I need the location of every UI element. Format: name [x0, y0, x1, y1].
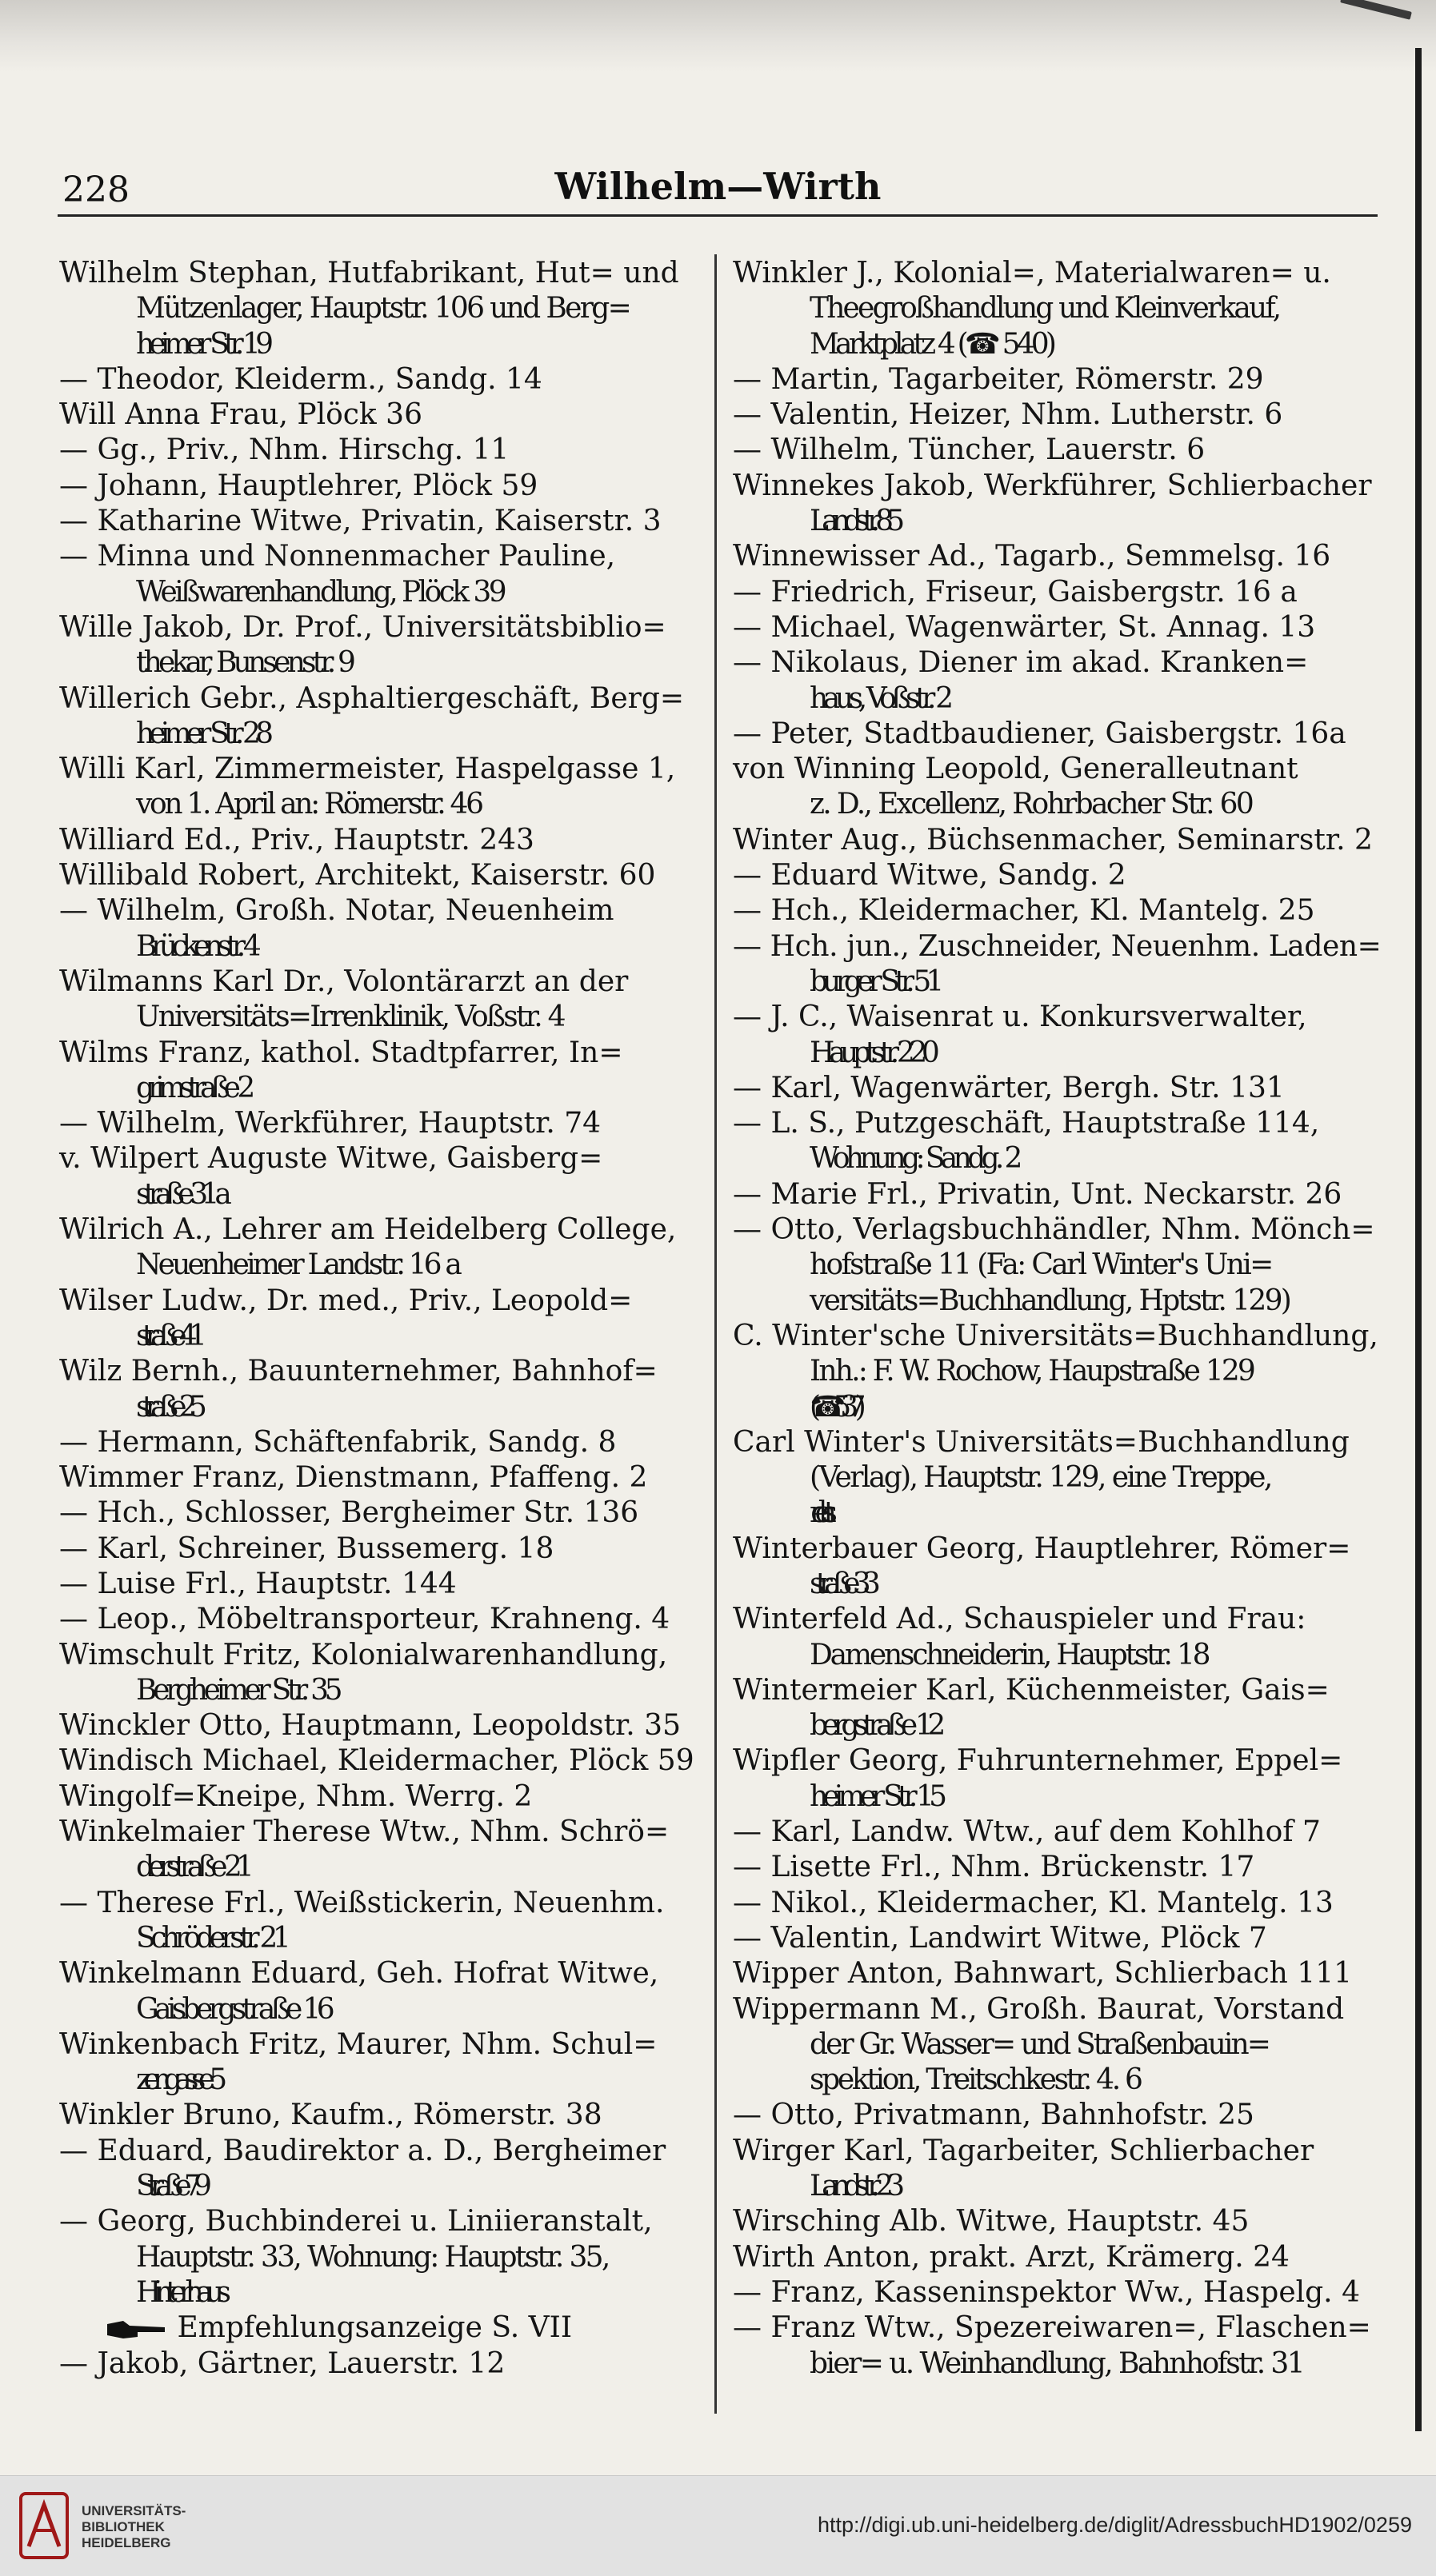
column-divider [714, 254, 717, 2414]
entry-line: — Hch., Kleidermacher, Kl. Mantelg. 25 [733, 894, 1315, 928]
entry-continuation-line: (☎ 537) [810, 1390, 856, 1424]
entry-line: — Otto, Verlagsbuchhändler, Nhm. Mönch= [733, 1213, 1375, 1247]
directory-entry [59, 1284, 707, 1355]
directory-entry [733, 1673, 1381, 1744]
directory-entry [59, 1425, 707, 1460]
entry-text: Empfehlungsanzeige S. VII [168, 2311, 573, 2345]
directory-entry [59, 1460, 707, 1496]
directory-entry [733, 858, 1381, 893]
entry-continuation-line: (Verlag), Hauptstr. 129, eine Treppe, [810, 1461, 1271, 1495]
entry-continuation-line: straße 31 a [136, 1177, 226, 1211]
directory-entry [733, 1886, 1381, 1921]
directory-entry [59, 433, 707, 468]
entry-continuation-line: Hauptstr. 220 [810, 1036, 934, 1069]
entry-line: — Valentin, Landwirt Witwe, Plöck 7 [733, 1921, 1267, 1955]
directory-entry [733, 1992, 1381, 2099]
directory-entry [59, 823, 707, 858]
entry-line: Wilhelm Stephan, Hutfabrikant, Hut= und [59, 257, 679, 290]
directory-entry [59, 1886, 707, 1957]
directory-entry [733, 2134, 1381, 2205]
entry-continuation-line: zengasse 5 [136, 2063, 220, 2097]
entry-line: Winterbauer Georg, Hauptlehrer, Römer= [733, 1532, 1351, 1565]
entry-line: Wipper Anton, Bahnwart, Schlierbach 111 [733, 1957, 1353, 1991]
directory-entry [733, 1212, 1381, 1319]
entry-line: — Valentin, Heizer, Nhm. Lutherstr. 6 [733, 398, 1283, 432]
directory-entry [59, 1106, 707, 1141]
entry-line: Wingolf=Kneipe, Nhm. Werrg. 2 [59, 1779, 533, 1813]
directory-entry [59, 1141, 707, 1212]
entry-line: Wirth Anton, prakt. Arzt, Krämerg. 24 [733, 2240, 1290, 2274]
directory-entry [59, 2204, 707, 2310]
entry-line: Winkelmaier Therese Wtw., Nhm. Schrö= [59, 1815, 670, 1849]
entry-line: Wippermann M., Großh. Baurat, Vorstand [733, 1992, 1345, 2026]
entry-line: Winckler Otto, Hauptmann, Leopoldstr. 35 [59, 1709, 681, 1743]
entry-continuation-line: Damenschneiderin, Hauptstr. 18 [810, 1638, 1209, 1671]
directory-entry [733, 1177, 1381, 1212]
entry-line: Winterfeld Ad., Schauspieler und Frau: [733, 1603, 1306, 1636]
entry-continuation-line: versitäts=Buchhandlung, Hptstr. 129) [810, 1284, 1290, 1317]
directory-entry [733, 893, 1381, 929]
directory-entry [733, 1956, 1381, 1991]
directory-entry [59, 1956, 707, 2027]
directory-entry [59, 2346, 707, 2382]
entry-line: — Hch., Schlosser, Bergheimer Str. 136 [59, 1496, 639, 1530]
entry-continuation-line: heimer Str. 15 [810, 1779, 942, 1813]
entry-continuation-line: Weißwarenhandlung, Plöck 39 [136, 575, 505, 609]
entry-line: — Franz Wtw., Spezereiwaren=, Flaschen= [733, 2311, 1371, 2345]
entry-continuation-line: Schröderstr. 21 [136, 1921, 286, 1955]
entry-line: Wilser Ludw., Dr. med., Priv., Leopold= [59, 1284, 633, 1317]
directory-entry [59, 681, 707, 753]
right-column [733, 256, 1381, 2382]
directory-entry [733, 433, 1381, 468]
entry-line: C. Winter'sche Universitäts=Buchhandlung, [733, 1319, 1378, 1352]
entry-line: Wilmanns Karl Dr., Volontärarzt an der [59, 965, 629, 998]
entry-continuation-line: Wohnung: Sandg. 2 [810, 1142, 1018, 1176]
entry-line: Wipfler Georg, Fuhrunternehmer, Eppel= [733, 1744, 1343, 1778]
entry-continuation-line: heimer Str. 19 [136, 327, 269, 361]
directory-entry [59, 469, 707, 504]
directory-entry [733, 2240, 1381, 2275]
directory-entry [733, 1850, 1381, 1885]
entry-continuation-line: grimstraße 2 [136, 1071, 250, 1104]
directory-entry [733, 823, 1381, 858]
entry-line: Wirsching Alb. Witwe, Hauptstr. 45 [733, 2205, 1250, 2239]
entry-line: — Theodor, Kleiderm., Sandg. 14 [59, 362, 542, 396]
entry-line: Will Anna Frau, Plöck 36 [59, 398, 422, 432]
directory-entry [59, 2134, 707, 2205]
entry-continuation-line: Neuenheimer Landstr. 16 a [136, 1248, 459, 1282]
directory-entry [733, 1425, 1381, 1532]
entry-line: Wilms Franz, kathol. Stadtpfarrer, In= [59, 1036, 623, 1069]
directory-entry [59, 397, 707, 433]
directory-entry [733, 717, 1381, 752]
entry-continuation-line: Hinterhaus [136, 2275, 224, 2309]
entry-line: — Gg., Priv., Nhm. Hirschg. 11 [59, 433, 510, 467]
directory-entry [733, 1532, 1381, 1603]
entry-line: — Hch. jun., Zuschneider, Neuenhm. Laden= [733, 929, 1382, 963]
entry-line: — Hermann, Schäftenfabrik, Sandg. 8 [59, 1425, 617, 1459]
entry-continuation-line: Marktplatz 4 (☎ 540) [810, 327, 1054, 361]
page-binding-edge [1415, 48, 1422, 2431]
entry-continuation-line: bergstraße 12 [810, 1709, 940, 1743]
directory-entry [59, 1743, 707, 1779]
entry-line: — Peter, Stadtbaudiener, Gaisbergstr. 16a [733, 717, 1346, 750]
entry-line: Winter Aug., Büchsenmacher, Seminarstr. 2 [733, 823, 1373, 857]
entry-continuation-line: hofstraße 11 (Fa: Carl Winter's Uni= [810, 1248, 1272, 1282]
entry-line: — Otto, Privatmann, Bahnhofstr. 25 [733, 2099, 1254, 2132]
directory-entry [59, 752, 707, 823]
directory-entry [733, 397, 1381, 433]
entry-line: — Friedrich, Friseur, Gaisbergstr. 16 a [733, 575, 1298, 609]
source-url[interactable]: http://digi.ub.uni-heidelberg.de/diglit/AdressbuchHD1902/0259 [817, 2513, 1412, 2537]
entry-continuation-line: burger Str. 51 [810, 965, 939, 998]
directory-entry [733, 539, 1381, 574]
entry-line: — Wilhelm, Großh. Notar, Neuenheim [59, 894, 614, 928]
entry-line: — Luise Frl., Hauptstr. 144 [59, 1567, 457, 1600]
entry-line: — Nikol., Kleidermacher, Kl. Mantelg. 13 [733, 1886, 1334, 1919]
entry-continuation-line: von 1. April an: Römerstr. 46 [136, 788, 482, 821]
directory-entry [59, 1815, 707, 1886]
entry-line: — Nikolaus, Diener im akad. Kranken= [733, 646, 1309, 680]
directory-entry [733, 610, 1381, 645]
directory-entry [59, 1567, 707, 1602]
entry-line: — Katharine Witwe, Privatin, Kaiserstr. 3 [59, 505, 662, 538]
entry-line: — Eduard, Baudirektor a. D., Bergheimer [59, 2134, 666, 2167]
page-header: Wilhelm—Wirth [554, 165, 882, 208]
entry-continuation-line: Inh.: F. W. Rochow, Haupstraße 129 [810, 1355, 1254, 1388]
entry-line: Wilz Bernh., Bauunternehmer, Bahnhof= [59, 1355, 658, 1388]
entry-line: — Wilhelm, Werkführer, Hauptstr. 74 [59, 1107, 602, 1140]
entry-line: — Johann, Hauptlehrer, Plöck 59 [59, 469, 538, 502]
directory-entry [59, 1354, 707, 1425]
entry-continuation-line: Bergheimer Str. 35 [136, 1673, 339, 1707]
directory-entry [59, 858, 707, 893]
entry-line: — Martin, Tagarbeiter, Römerstr. 29 [733, 362, 1264, 396]
directory-entry [59, 1496, 707, 1531]
entry-continuation-line: Straße 79 [136, 2170, 204, 2203]
directory-entry [59, 2027, 707, 2099]
entry-line: — Lisette Frl., Nhm. Brückenstr. 17 [733, 1851, 1255, 1884]
entry-line: Windisch Michael, Kleidermacher, Plöck 59 [59, 1744, 694, 1778]
entry-continuation-line: heimer Str. 28 [136, 717, 269, 750]
entry-continuation-line: thekar, Bunsenstr. 9 [136, 646, 353, 680]
directory-entry [733, 1000, 1381, 1071]
pencil-mark [1340, 0, 1412, 20]
entry-line: v. Wilpert Auguste Witwe, Gaisberg= [59, 1142, 603, 1176]
entry-continuation-line: bier= u. Weinhandlung, Bahnhofstr. 31 [810, 2346, 1304, 2380]
entry-line: — Eduard Witwe, Sandg. 2 [733, 859, 1126, 893]
directory-entry [59, 256, 707, 362]
left-column [59, 256, 707, 2382]
directory-entry [59, 362, 707, 397]
directory-entry [733, 1815, 1381, 1850]
directory-entry [59, 1779, 707, 1815]
directory-entry [59, 893, 707, 965]
entry-line: — Leop., Möbeltransporteur, Krahneng. 4 [59, 1603, 670, 1636]
library-name-line: HEIDELBERG [82, 2535, 171, 2550]
entry-line: Winnekes Jakob, Werkführer, Schlierbacher [733, 469, 1372, 502]
entry-line: — Karl, Schreiner, Bussemerg. 18 [59, 1532, 554, 1565]
directory-entry [733, 1743, 1381, 1815]
directory-entry [59, 1036, 707, 1107]
entry-continuation-line: straße 25 [136, 1390, 199, 1424]
entry-line: Willi Karl, Zimmermeister, Haspelgasse 1, [59, 753, 676, 786]
directory-entry [59, 1602, 707, 1637]
entry-line: — Franz, Kasseninspektor Ww., Haspelg. 4 [733, 2275, 1360, 2309]
entry-continuation-line: straße 33 [810, 1567, 873, 1600]
entry-line: — Michael, Wagenwärter, St. Annag. 13 [733, 610, 1316, 644]
directory-entry [59, 539, 707, 610]
directory-entry [733, 362, 1381, 397]
directory-entry [733, 2204, 1381, 2239]
entry-line: Wintermeier Karl, Küchenmeister, Gais= [733, 1673, 1330, 1707]
directory-entry [59, 965, 707, 1036]
entry-line: Carl Winter's Universitäts=Buchhandlung [733, 1425, 1350, 1459]
entry-line: Winkler Bruno, Kaufm., Römerstr. 38 [59, 2099, 602, 2132]
entry-continuation-line: Landstr. 23 [810, 2170, 898, 2203]
directory-entry [733, 575, 1381, 610]
entry-line: — Minna und Nonnenmacher Pauline, [59, 540, 616, 573]
entry-line: Winkenbach Fritz, Maurer, Nhm. Schul= [59, 2027, 658, 2061]
entry-line: — Karl, Landw. Wtw., auf dem Kohlhof 7 [733, 1815, 1321, 1849]
entry-continuation-line: Universitäts=Irrenklinik, Voßstr. 4 [136, 1000, 564, 1034]
library-logo-icon [18, 2490, 70, 2561]
directory-entry [59, 1638, 707, 1709]
entry-continuation-line: spektion, Treitschkestr. 4. 6 [810, 2063, 1141, 2097]
entry-line: — Jakob, Gärtner, Lauerstr. 12 [59, 2346, 506, 2380]
directory-entry [59, 504, 707, 539]
directory-entry [59, 610, 707, 681]
directory-entry [733, 929, 1381, 1000]
directory-entry [59, 2098, 707, 2133]
directory-entry [733, 256, 1381, 362]
directory-entry [733, 2098, 1381, 2133]
entry-continuation-line: straße 41 [136, 1319, 199, 1352]
entry-continuation-line: Hauptstr. 33, Wohnung: Hauptstr. 35, [136, 2240, 609, 2274]
entry-line: Willibald Robert, Architekt, Kaiserstr. 60 [59, 859, 656, 893]
entry-line: Winkler J., Kolonial=, Materialwaren= u. [733, 257, 1331, 290]
entry-continuation-line: z. D., Excellenz, Rohrbacher Str. 60 [810, 788, 1253, 821]
entry-continuation-line: der Gr. Wasser= und Straßenbauin= [810, 2027, 1270, 2061]
library-name [82, 2503, 186, 2551]
directory-entry [59, 1532, 707, 1567]
entry-line: Williard Ed., Priv., Hauptstr. 243 [59, 823, 534, 857]
pointing-hand-icon [106, 2318, 168, 2342]
entry-line: — Wilhelm, Tüncher, Lauerstr. 6 [733, 433, 1206, 467]
directory-entry [733, 1106, 1381, 1177]
entry-line: Wirger Karl, Tagarbeiter, Schlierbacher [733, 2134, 1314, 2167]
entry-line: Winnewisser Ad., Tagarb., Semmelsg. 16 [733, 540, 1331, 573]
library-name-line: BIBLIOTHEK [82, 2519, 165, 2534]
directory-entry [733, 2310, 1381, 2382]
entry-line: Wilrich A., Lehrer am Heidelberg College, [59, 1213, 677, 1247]
entry-line: Winkelmann Eduard, Geh. Hofrat Witwe, [59, 1957, 659, 1991]
entry-line: — Georg, Buchbinderei u. Liniieranstalt, [59, 2205, 653, 2239]
entry-continuation-line: Mützenlager, Hauptstr. 106 und Berg= [136, 292, 630, 325]
entry-line: — Marie Frl., Privatin, Unt. Neckarstr. 26 [733, 1177, 1342, 1211]
directory-entry [733, 1319, 1381, 1425]
entry-line: von Winning Leopold, Generalleutnant [733, 753, 1298, 786]
page-number: 228 [62, 170, 130, 210]
entry-line: Willerich Gebr., Asphaltiergeschäft, Berg= [59, 681, 685, 715]
entry-continuation-line: Gaisbergstraße 16 [136, 1992, 330, 2026]
entry-continuation-line: haus, Voßstr. 2 [810, 681, 949, 715]
directory-entry [733, 1602, 1381, 1673]
directory-entry [733, 752, 1381, 823]
entry-line [59, 2310, 707, 2346]
entry-line: — Therese Frl., Weißstickerin, Neuenhm. [59, 1886, 665, 1919]
entry-line: — J. C., Waisenrat u. Konkursverwalter, [733, 1000, 1307, 1034]
directory-entry [59, 1212, 707, 1284]
header-rule [58, 214, 1378, 217]
entry-continuation-line: derstraße 21 [136, 1851, 248, 1884]
directory-entry [733, 469, 1381, 540]
entry-continuation-line: Landstr. 85 [810, 505, 898, 538]
entry-continuation-line: Brückenstr. 4 [136, 929, 256, 963]
footer-bar [0, 2475, 1436, 2576]
directory-entry [59, 2310, 707, 2346]
entry-line: Wimmer Franz, Dienstmann, Pfaffeng. 2 [59, 1461, 648, 1495]
directory-entry [59, 1708, 707, 1743]
entry-continuation-line: rechts [810, 1496, 825, 1530]
directory-entry [733, 1921, 1381, 1956]
directory-entry [733, 2275, 1381, 2310]
entry-continuation-line: Theegroßhandlung und Kleinverkauf, [810, 292, 1280, 325]
directory-entry [733, 1071, 1381, 1106]
entry-line: — L. S., Putzgeschäft, Hauptstraße 114, [733, 1107, 1320, 1140]
entry-line: Wimschult Fritz, Kolonialwarenhandlung, [59, 1638, 668, 1671]
scan-top-edge [0, 0, 1436, 72]
entry-line: — Karl, Wagenwärter, Bergh. Str. 131 [733, 1071, 1285, 1104]
directory-entry [733, 645, 1381, 717]
entry-line: Wille Jakob, Dr. Prof., Universitätsbiblio= [59, 610, 666, 644]
library-name-line: UNIVERSITÄTS- [82, 2503, 186, 2518]
